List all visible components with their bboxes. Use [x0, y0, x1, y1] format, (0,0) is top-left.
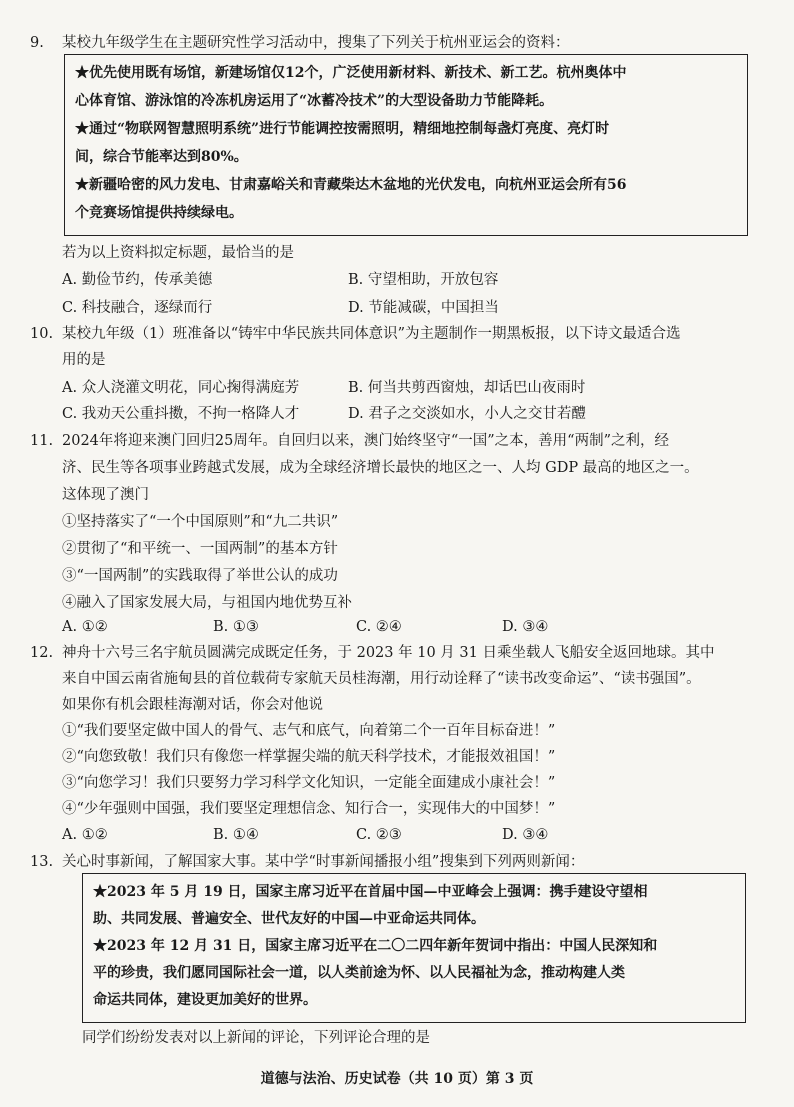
- q13-box-line: 平的珍贵，我们愿同国际社会一道，以人类前途为怀、以人民福祉为念，推动构建人类: [93, 965, 625, 981]
- q10-option-c[interactable]: C. 我劝天公重抖擞，不拘一格降人才: [62, 406, 300, 422]
- q11-option-b[interactable]: B. ①③: [213, 619, 259, 635]
- q13-question: 同学们纷纷发表对以上新闻的评论，下列评论合理的是: [82, 1030, 430, 1046]
- q10-option-a[interactable]: A. 众人浇灌文明花，同心掬得满庭芳: [62, 380, 300, 396]
- q13-number: 13.: [30, 854, 54, 870]
- q11-stem: 这体现了澳门: [62, 487, 149, 503]
- q9-stem: 某校九年级学生在主题研究性学习活动中，搜集了下列关于杭州亚运会的资料：: [62, 35, 570, 51]
- q11-stem: 2024年将迎来澳门回归25周年。自回归以来，澳门始终坚守“一国”之本，善用“两制”之利，经: [62, 433, 670, 449]
- q12-option-b[interactable]: B. ①④: [213, 827, 259, 843]
- q12-option-c[interactable]: C. ②③: [356, 827, 402, 843]
- q10-number: 10.: [30, 326, 54, 342]
- q9-box-line: 心体育馆、游泳馆的冷冻机房运用了“冰蓄冷技术”的大型设备助力节能降耗。: [75, 93, 554, 109]
- q9-option-a[interactable]: A. 勤俭节约，传承美德: [62, 272, 213, 288]
- q10-stem: 用的是: [62, 352, 106, 368]
- q9-box-line: 个竞赛场馆提供持续绿电。: [75, 205, 243, 221]
- q11-number: 11.: [30, 433, 54, 449]
- q12-option-d[interactable]: D. ③④: [502, 827, 549, 843]
- q11-item: ④融入了国家发展大局，与祖国内地优势互补: [62, 595, 352, 611]
- q11-option-a[interactable]: A. ①②: [62, 619, 108, 635]
- q13-stem: 关心时事新闻，了解国家大事。某中学“时事新闻播报小组”搜集到下列两则新闻：: [62, 854, 585, 870]
- q11-stem: 济、民生等各项事业跨越式发展，成为全球经济增长最快的地区之一、人均 GDP 最高的地区之一。: [62, 460, 699, 476]
- q13-box-line: ★2023 年 12 月 31 日，国家主席习近平在二〇二四年新年贺词中指出：中国人民深知和: [93, 938, 658, 954]
- q9-question: 若为以上资料拟定标题，最恰当的是: [62, 245, 294, 261]
- q9-option-b[interactable]: B. 守望相助，开放包容: [348, 272, 499, 288]
- q12-stem: 神舟十六号三名宇航员圆满完成既定任务，于 2023 年 10 月 31 日乘坐载人飞船安全返回地球。其中: [62, 645, 715, 661]
- page-footer: 道德与法治、历史试卷（共 10 页）第 3 页: [260, 1071, 534, 1087]
- q10-stem: 某校九年级（1）班准备以“铸牢中华民族共同体意识”为主题制作一期黑板报，以下诗文最适合选: [62, 326, 681, 342]
- q12-stem: 如果你有机会跟桂海潮对话，你会对他说: [62, 697, 323, 713]
- q9-number: 9.: [30, 35, 44, 51]
- q12-option-a[interactable]: A. ①②: [62, 827, 108, 843]
- q12-stem: 来自中国云南省施甸县的首位载荷专家航天员桂海潮，用行动诠释了“读书改变命运”、“读书强国”。: [62, 671, 701, 687]
- q11-item: ②贯彻了“和平统一、一国两制”的基本方针: [62, 541, 338, 557]
- q12-item: ②“向您致敬！我们只有像您一样掌握尖端的航天科学技术，才能报效祖国！”: [62, 749, 556, 765]
- q13-box-line: 助、共同发展、普遍安全、世代友好的中国—中亚命运共同体。: [93, 911, 485, 927]
- q9-option-c[interactable]: C. 科技融合，逐绿而行: [62, 300, 213, 316]
- q11-item: ①坚持落实了“一个中国原则”和“九二共识”: [62, 514, 339, 530]
- q13-news-box: [82, 873, 746, 1023]
- q9-box-line: ★通过“物联网智慧照明系统”进行节能调控按需照明，精细地控制每盏灯亮度、亮灯时: [75, 121, 610, 137]
- q11-option-d[interactable]: D. ③④: [502, 619, 549, 635]
- q10-option-b[interactable]: B. 何当共剪西窗烛，却话巴山夜雨时: [348, 380, 586, 396]
- q9-box-line: 间，综合节能率达到80%。: [75, 149, 248, 165]
- q9-option-d[interactable]: D. 节能减碳，中国担当: [348, 300, 499, 316]
- q13-box-line: ★2023 年 5 月 19 日，国家主席习近平在首届中国—中亚峰会上强调：携手建设守望相: [93, 884, 648, 900]
- q9-material-box: [64, 54, 748, 236]
- q13-box-line: 命运共同体，建设更加美好的世界。: [93, 992, 317, 1008]
- q11-option-c[interactable]: C. ②④: [356, 619, 402, 635]
- q9-box-line: ★新疆哈密的风力发电、甘肃嘉峪关和青藏柴达木盆地的光伏发电，向杭州亚运会所有56: [75, 177, 627, 193]
- q11-item: ③“一国两制”的实践取得了举世公认的成功: [62, 568, 338, 584]
- q12-item: ①“我们要坚定做中国人的骨气、志气和底气，向着第二个一百年目标奋进！”: [62, 723, 556, 739]
- q9-box-line: ★优先使用既有场馆，新建场馆仅12个，广泛使用新材料、新技术、新工艺。杭州奥体中: [75, 65, 627, 81]
- q12-item: ④“少年强则中国强，我们要坚定理想信念、知行合一，实现伟大的中国梦！”: [62, 801, 556, 817]
- q10-option-d[interactable]: D. 君子之交淡如水，小人之交甘若醴: [348, 406, 586, 422]
- q12-item: ③“向您学习！我们只要努力学习科学文化知识，一定能全面建成小康社会！”: [62, 775, 556, 791]
- q12-number: 12.: [30, 645, 54, 661]
